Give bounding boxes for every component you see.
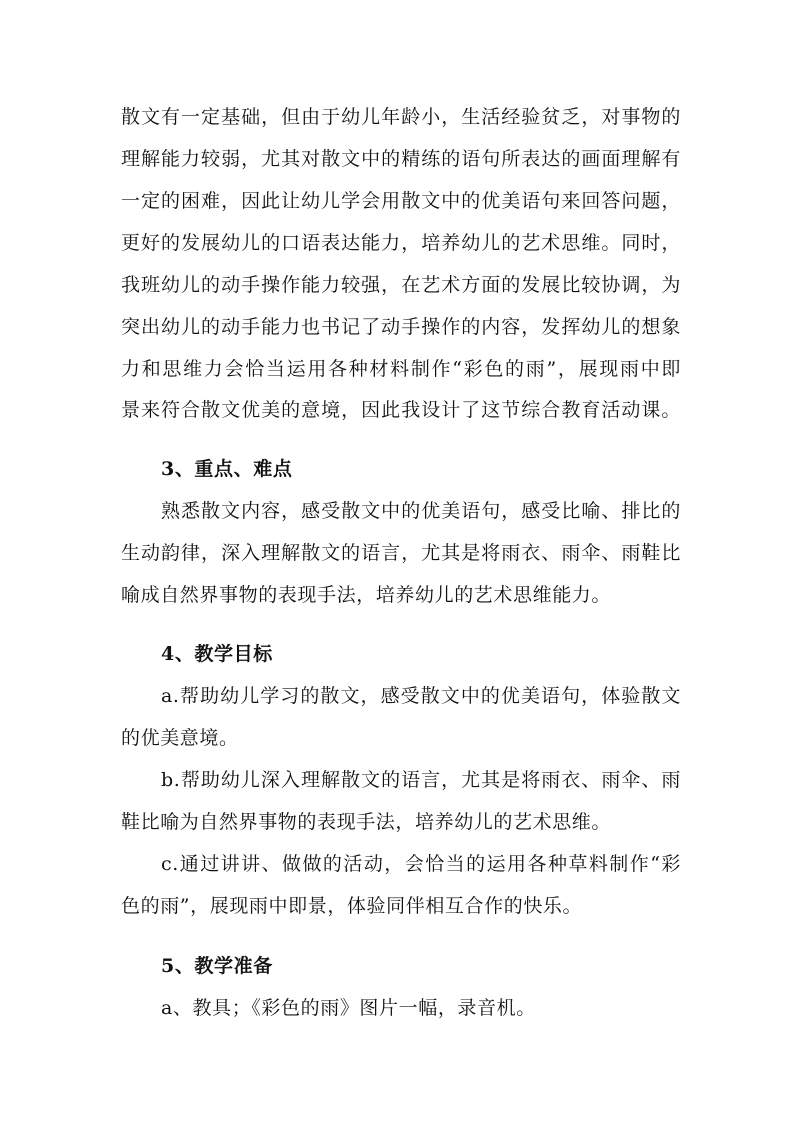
list-item-line: 的优美意境。 [121, 727, 239, 749]
section-heading: 4、教学目标 [161, 643, 273, 665]
section-heading: 3、重点、难点 [161, 458, 293, 480]
paragraph-line: 生动韵律，深入理解散文的语言，尤其是将雨衣、雨伞、雨鞋比 [121, 542, 681, 564]
paragraph-line: 熟悉散文内容，感受散文中的优美语句，感受比喻、排比的 [161, 500, 681, 522]
paragraph-line: 理解能力较弱，尤其对散文中的精练的语句所表达的画面理解有 [121, 148, 681, 170]
list-item-line: 色的雨”，展现雨中即景，体验同伴相互合作的快乐。 [121, 895, 583, 917]
list-item-line: b.帮助幼儿深入理解散文的语言，尤其是将雨衣、雨伞、雨 [161, 769, 681, 791]
paragraph-line: 我班幼儿的动手操作能力较强，在艺术方面的发展比较协调，为 [121, 274, 681, 296]
list-item-line: a.帮助幼儿学习的散文，感受散文中的优美语句，体验散文 [161, 685, 681, 707]
paragraph-line: 散文有一定基础，但由于幼儿年龄小，生活经验贫乏，对事物的 [121, 106, 681, 128]
paragraph-line: 景来符合散文优美的意境，因此我设计了这节综合教育活动课。 [121, 399, 681, 421]
list-item-line: 鞋比喻为自然界事物的表现手法，培养幼儿的艺术思维。 [121, 811, 612, 833]
paragraph-line: 喻成自然界事物的表现手法，培养幼儿的艺术思维能力。 [121, 584, 612, 606]
section-heading: 5、教学准备 [161, 955, 273, 977]
paragraph-line: 更好的发展幼儿的口语表达能力，培养幼儿的艺术思维。同时， [121, 232, 681, 254]
list-item-line: a、教具；《彩色的雨》图片一幅，录音机。 [161, 997, 536, 1019]
paragraph-line: 一定的困难，因此让幼儿学会用散文中的优美语句来回答问题， [121, 190, 681, 212]
paragraph-line: 突出幼儿的动手能力也书记了动手操作的内容，发挥幼儿的想象 [121, 316, 681, 338]
list-item-line: c.通过讲讲、做做的活动，会恰当的运用各种草料制作“彩 [161, 853, 681, 875]
paragraph-line: 力和思维力会恰当运用各种材料制作“彩色的雨”，展现雨中即 [121, 358, 681, 380]
